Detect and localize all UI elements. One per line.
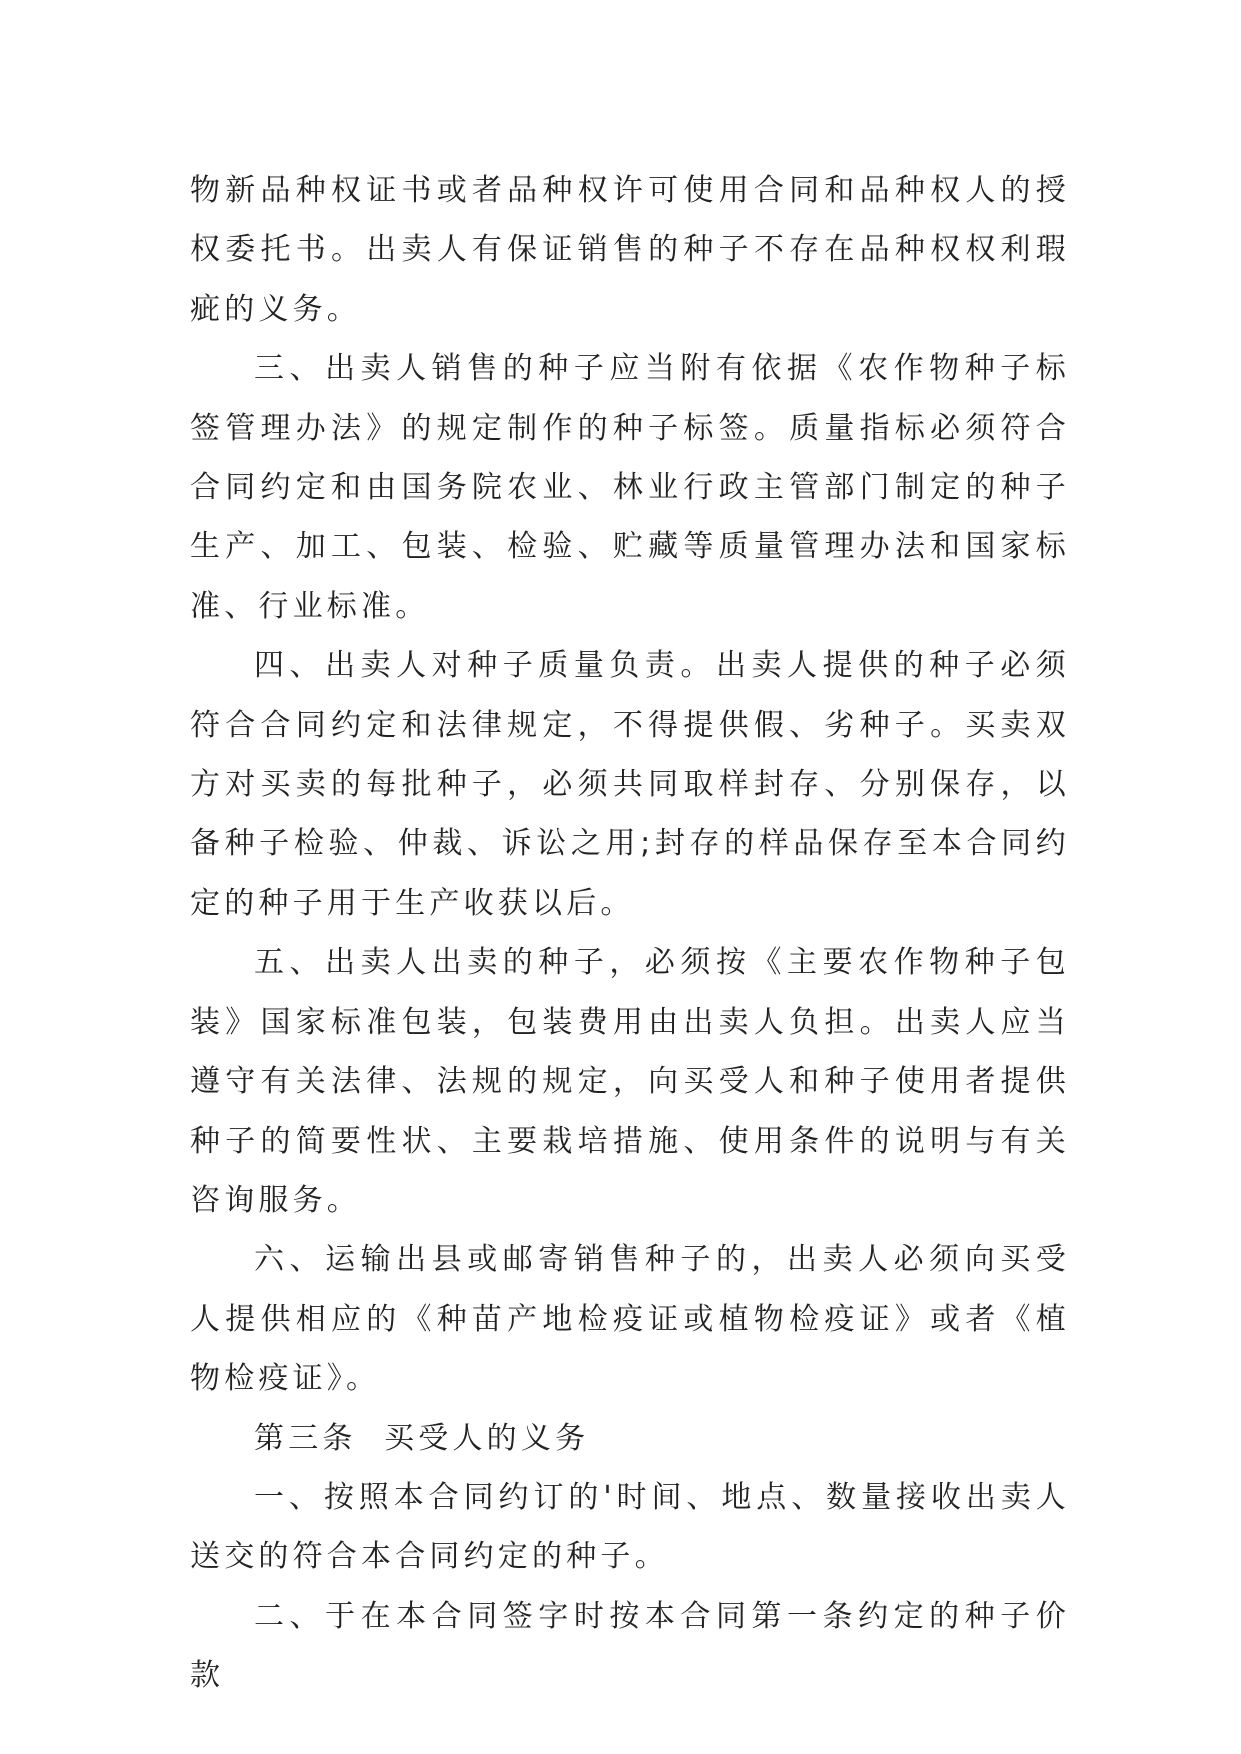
paragraph-buyer-clause-2: 二、于在本合同签字时按本合同第一条约定的种子价款: [190, 1598, 1070, 1694]
paragraph-clause-6: 六、运输出县或邮寄销售种子的，出卖人必须向买受人提供相应的《种苗产地检疫证或植物检疫证》或者《植物检疫证》。: [190, 1242, 1070, 1397]
document-body: [190, 161, 1070, 1706]
paragraph-clause-3: 三、出卖人销售的种子应当附有依据《农作物种子标签管理办法》的规定制作的种子标签。质量指标必须符合合同约定和由国务院农业、林业行政主管部门制定的种子生产、加工、包装、检验、贮藏等质量管理办法和国家标准、行业标准。: [190, 351, 1070, 624]
section-heading-article-3: 第三条 买受人的义务: [254, 1420, 590, 1456]
paragraph-buyer-clause-1: 一、按照本合同约订的'时间、地点、数量接收出卖人送交的符合本合同约定的种子。: [190, 1479, 1070, 1575]
paragraph-clause-5: 五、出卖人出卖的种子，必须按《主要农作物种子包装》国家标准包装，包装费用由出卖人负担。出卖人应当遵守有关法律、法规的规定，向买受人和种子使用者提供种子的简要性状、主要栽培措施、使用条件的说明与有关咨询服务。: [190, 945, 1070, 1218]
paragraph-continuation: 物新品种权证书或者品种权许可使用合同和品种权人的授权委托书。出卖人有保证销售的种子不存在品种权权利瑕疵的义务。: [190, 173, 1070, 327]
paragraph-clause-4: 四、出卖人对种子质量负责。出卖人提供的种子必须符合合同约定和法律规定，不得提供假、劣种子。买卖双方对买卖的每批种子，必须共同取样封存、分别保存，以备种子检验、仲裁、诉讼之用;封存的样品保存至本合同约定的种子用于生产收获以后。: [190, 648, 1070, 921]
